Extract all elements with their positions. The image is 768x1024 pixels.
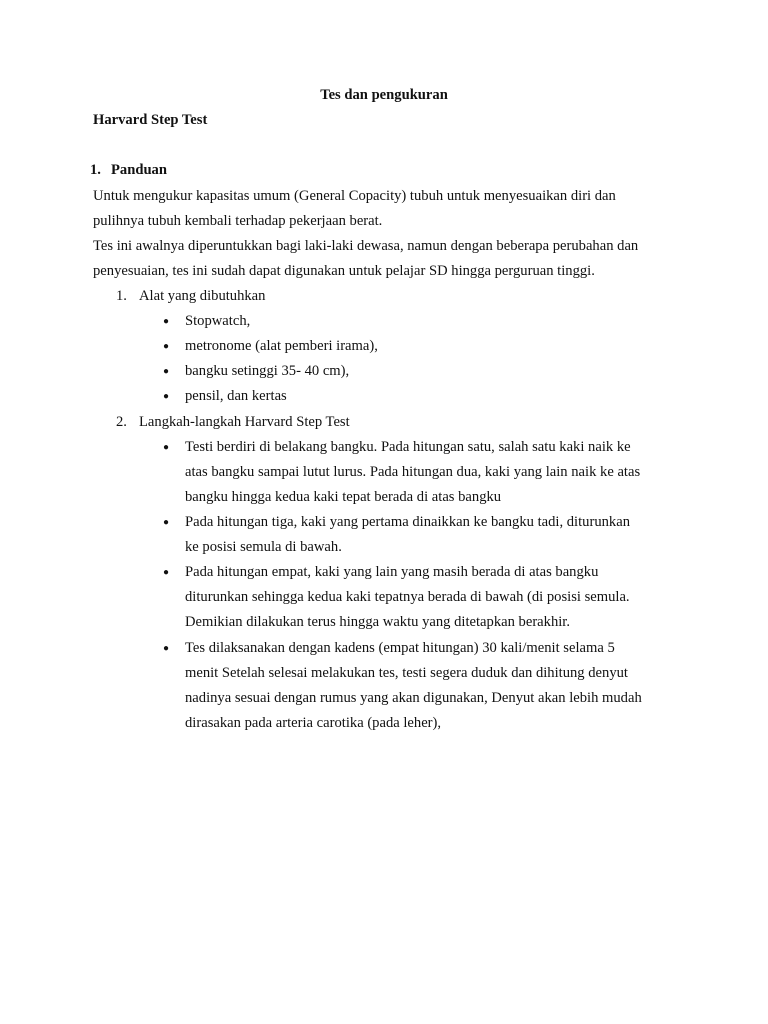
bullet-icon: ● (163, 366, 170, 377)
subsection-1-number: 1. (116, 288, 127, 304)
list-item-line: Tes dilaksanakan dengan kadens (empat hitungan) 30 kali/menit selama 5 (185, 640, 615, 656)
subsection-2-number: 2. (116, 414, 127, 430)
section-1-heading: Panduan (111, 162, 167, 178)
bullet-icon: ● (163, 442, 170, 453)
paragraph-line: pulihnya tubuh kembali terhadap pekerjaan berat. (93, 213, 383, 229)
list-item-line: nadinya sesuai dengan rumus yang akan digunakan, Denyut akan lebih mudah (185, 690, 642, 706)
bullet-icon: ● (163, 391, 170, 402)
list-item-line: ke posisi semula di bawah. (185, 539, 342, 555)
test-name-heading: Harvard Step Test (93, 112, 208, 128)
paragraph-line: Untuk mengukur kapasitas umum (General Copacity) tubuh untuk menyesuaikan diri dan (93, 188, 616, 204)
list-item-line: diturunkan sehingga kedua kaki tepatnya berada di bawah (di posisi semula. (185, 589, 630, 605)
section-1-number: 1. (90, 162, 101, 178)
list-item-line: Pada hitungan tiga, kaki yang pertama dinaikkan ke bangku tadi, diturunkan (185, 514, 630, 530)
list-item-line: bangku hingga kedua kaki tepat berada di atas bangku (185, 489, 502, 505)
list-item: metronome (alat pemberi irama), (185, 338, 378, 354)
list-item: Stopwatch, (185, 313, 251, 329)
bullet-icon: ● (163, 567, 170, 578)
page-title: Tes dan pengukuran (320, 87, 448, 103)
list-item-line: atas bangku sampai lutut lurus. Pada hitungan dua, kaki yang lain naik ke atas (185, 464, 641, 480)
list-item-line: Testi berdiri di belakang bangku. Pada hitungan satu, salah satu kaki naik ke (185, 439, 631, 455)
subsection-2-heading: Langkah-langkah Harvard Step Test (139, 414, 350, 430)
list-item: pensil, dan kertas (185, 388, 287, 404)
bullet-icon: ● (163, 316, 170, 327)
bullet-icon: ● (163, 643, 170, 654)
list-item-line: Pada hitungan empat, kaki yang lain yang masih berada di atas bangku (185, 564, 599, 580)
paragraph-line: Tes ini awalnya diperuntukkan bagi laki-laki dewasa, namun dengan beberapa perubahan dan (93, 238, 639, 254)
paragraph-line: penyesuaian, tes ini sudah dapat digunakan untuk pelajar SD hingga perguruan tinggi. (93, 263, 595, 279)
bullet-icon: ● (163, 517, 170, 528)
subsection-1-heading: Alat yang dibutuhkan (139, 288, 266, 304)
list-item: bangku setinggi 35- 40 cm), (185, 363, 350, 379)
bullet-icon: ● (163, 341, 170, 352)
list-item-line: dirasakan pada arteria carotika (pada leher), (185, 715, 442, 731)
list-item-line: menit Setelah selesai melakukan tes, testi segera duduk dan dihitung denyut (185, 665, 628, 681)
list-item-line: Demikian dilakukan terus hingga waktu yang ditetapkan berakhir. (185, 614, 571, 630)
